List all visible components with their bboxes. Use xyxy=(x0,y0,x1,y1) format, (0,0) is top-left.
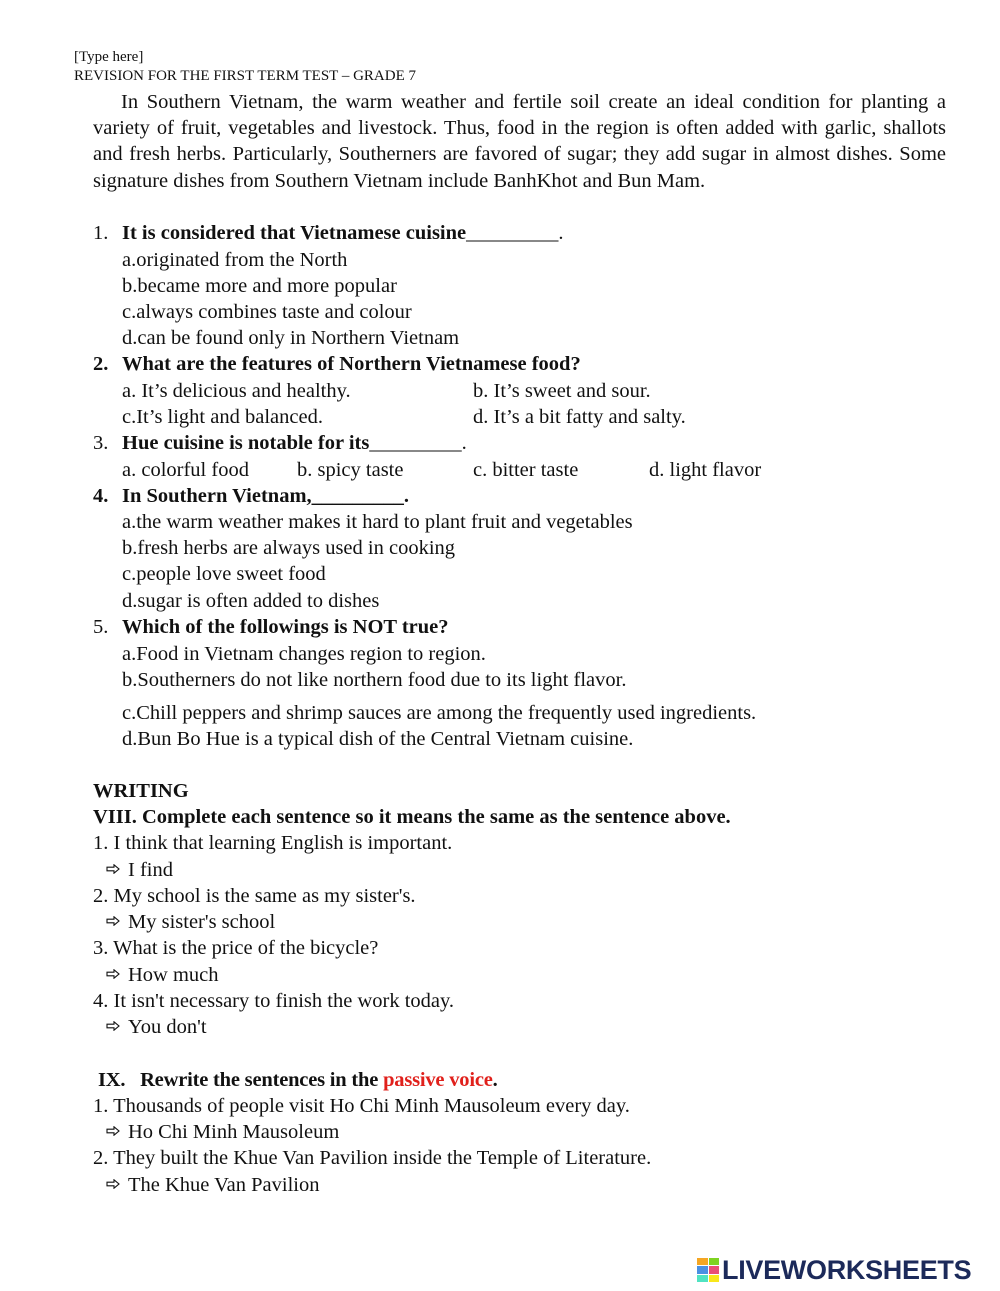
passage-text: In Southern Vietnam, the warm weather and fertile soil create an ideal condition for planting a variety of fruit, vegetables and livestock. Thus, food in the region is often added with garlic, shallots and fresh herbs. Particularly, Southerners are favored of sugar; they add sugar in almost dishes. Some signature dishes from Southern Vietnam include BanhKhot and Bun Mam. xyxy=(93,91,946,192)
s8-answer-3[interactable] xyxy=(106,962,219,988)
logo-block xyxy=(697,1266,708,1273)
logo-block xyxy=(709,1258,720,1265)
question-3-text: Hue cuisine is notable for its xyxy=(122,432,370,454)
logo-text: LIVEWORKSHEETS xyxy=(722,1254,972,1285)
section-9-title-prefix: IX. Rewrite the sentences in the xyxy=(98,1069,384,1091)
question-4 xyxy=(122,483,409,509)
q2-option-a[interactable]: a. It’s delicious and healthy. xyxy=(122,380,351,402)
question-3-number: 3. xyxy=(93,432,109,454)
s8-sentence-1: 1. I think that learning English is important. xyxy=(93,832,453,854)
section-8-title: VIII. Complete each sentence so it means the same as the sentence above. xyxy=(93,806,731,828)
s8-answer-1-start: I find xyxy=(128,859,173,881)
q4-option-b[interactable]: b.fresh herbs are always used in cooking xyxy=(122,537,456,559)
question-5-number: 5. xyxy=(93,616,109,638)
s9-sentence-2: 2. They built the Khue Van Pavilion inside the Temple of Literature. xyxy=(93,1147,652,1169)
q5-option-b[interactable]: b.Southerners do not like northern food due to its light flavor. xyxy=(122,669,627,691)
s8-answer-1[interactable] xyxy=(106,857,173,883)
q2-option-b[interactable]: b. It’s sweet and sour. xyxy=(473,380,651,402)
question-2-number: 2. xyxy=(93,353,109,375)
q1-option-b[interactable]: b.became more and more popular xyxy=(122,275,397,297)
logo-mark-icon xyxy=(697,1258,719,1282)
question-2-text: What are the features of Northern Vietnamese food? xyxy=(122,353,581,375)
q3-option-b[interactable]: b. spicy taste xyxy=(297,459,404,481)
q1-option-c[interactable]: c.always combines taste and colour xyxy=(122,301,412,323)
logo-block xyxy=(697,1275,708,1282)
q3-option-c[interactable]: c. bitter taste xyxy=(473,459,579,481)
question-1-number: 1. xyxy=(93,222,109,244)
section-9-title xyxy=(98,1067,498,1093)
s9-answer-1[interactable] xyxy=(106,1119,339,1145)
liveworksheets-logo xyxy=(697,1255,971,1285)
q3-option-d[interactable]: d. light flavor xyxy=(649,459,762,481)
q1-option-d[interactable]: d.can be found only in Northern Vietnam xyxy=(122,327,460,349)
s9-answer-1-start: Ho Chi Minh Mausoleum xyxy=(128,1121,340,1143)
s8-answer-3-start: How much xyxy=(128,964,219,986)
logo-block xyxy=(709,1275,720,1282)
q5-option-d[interactable]: d.Bun Bo Hue is a typical dish of the Central Vietnam cuisine. xyxy=(122,728,634,750)
q2-option-c[interactable]: c.It’s light and balanced. xyxy=(122,406,323,428)
s8-answer-2-start: My sister's school xyxy=(128,911,276,933)
arrow-right-icon xyxy=(106,864,120,874)
logo-block xyxy=(709,1266,720,1273)
q4-option-a[interactable]: a.the warm weather makes it hard to plant fruit and vegetables xyxy=(122,511,633,533)
s8-sentence-3: 3. What is the price of the bicycle? xyxy=(93,937,379,959)
s8-answer-4-start: You don't xyxy=(128,1016,207,1038)
reading-passage xyxy=(93,89,946,194)
s8-sentence-4: 4. It isn't necessary to finish the work today. xyxy=(93,990,455,1012)
header-placeholder: [Type here] xyxy=(74,49,144,65)
question-4-number: 4. xyxy=(93,485,109,507)
s8-sentence-2: 2. My school is the same as my sister's. xyxy=(93,885,416,907)
question-4-blank[interactable]: _________. xyxy=(311,485,410,507)
q5-option-a[interactable]: a.Food in Vietnam changes region to region. xyxy=(122,643,486,665)
logo-block xyxy=(697,1258,708,1265)
question-1 xyxy=(122,220,564,246)
question-4-text: In Southern Vietnam, xyxy=(122,485,312,507)
q2-option-d[interactable]: d. It’s a bit fatty and salty. xyxy=(473,406,686,428)
question-1-blank[interactable]: _________. xyxy=(466,222,564,244)
s9-answer-2[interactable] xyxy=(106,1172,320,1198)
arrow-right-icon xyxy=(106,1179,120,1189)
question-3 xyxy=(122,430,467,456)
s8-answer-2[interactable] xyxy=(106,909,275,935)
arrow-right-icon xyxy=(106,969,120,979)
arrow-right-icon xyxy=(106,1021,120,1031)
section-9-title-highlight: passive voice xyxy=(383,1069,493,1091)
s8-answer-4[interactable] xyxy=(106,1014,207,1040)
question-1-text: It is considered that Vietnamese cuisine xyxy=(122,222,467,244)
question-3-blank[interactable]: _________. xyxy=(369,432,467,454)
question-5-text: Which of the followings is NOT true? xyxy=(122,616,449,638)
s9-sentence-1: 1. Thousands of people visit Ho Chi Minh Mausoleum every day. xyxy=(93,1095,630,1117)
writing-heading: WRITING xyxy=(93,780,189,802)
q1-option-a[interactable]: a.originated from the North xyxy=(122,249,348,271)
section-9-title-suffix: . xyxy=(492,1069,498,1091)
q3-option-a[interactable]: a. colorful food xyxy=(122,459,249,481)
header-title: REVISION FOR THE FIRST TERM TEST – GRADE 7 xyxy=(74,68,416,84)
arrow-right-icon xyxy=(106,916,120,926)
q4-option-d[interactable]: d.sugar is often added to dishes xyxy=(122,590,380,612)
q4-option-c[interactable]: c.people love sweet food xyxy=(122,563,326,585)
s9-answer-2-start: The Khue Van Pavilion xyxy=(128,1174,320,1196)
arrow-right-icon xyxy=(106,1126,120,1136)
q5-option-c[interactable]: c.Chill peppers and shrimp sauces are among the frequently used ingredients. xyxy=(122,702,757,724)
